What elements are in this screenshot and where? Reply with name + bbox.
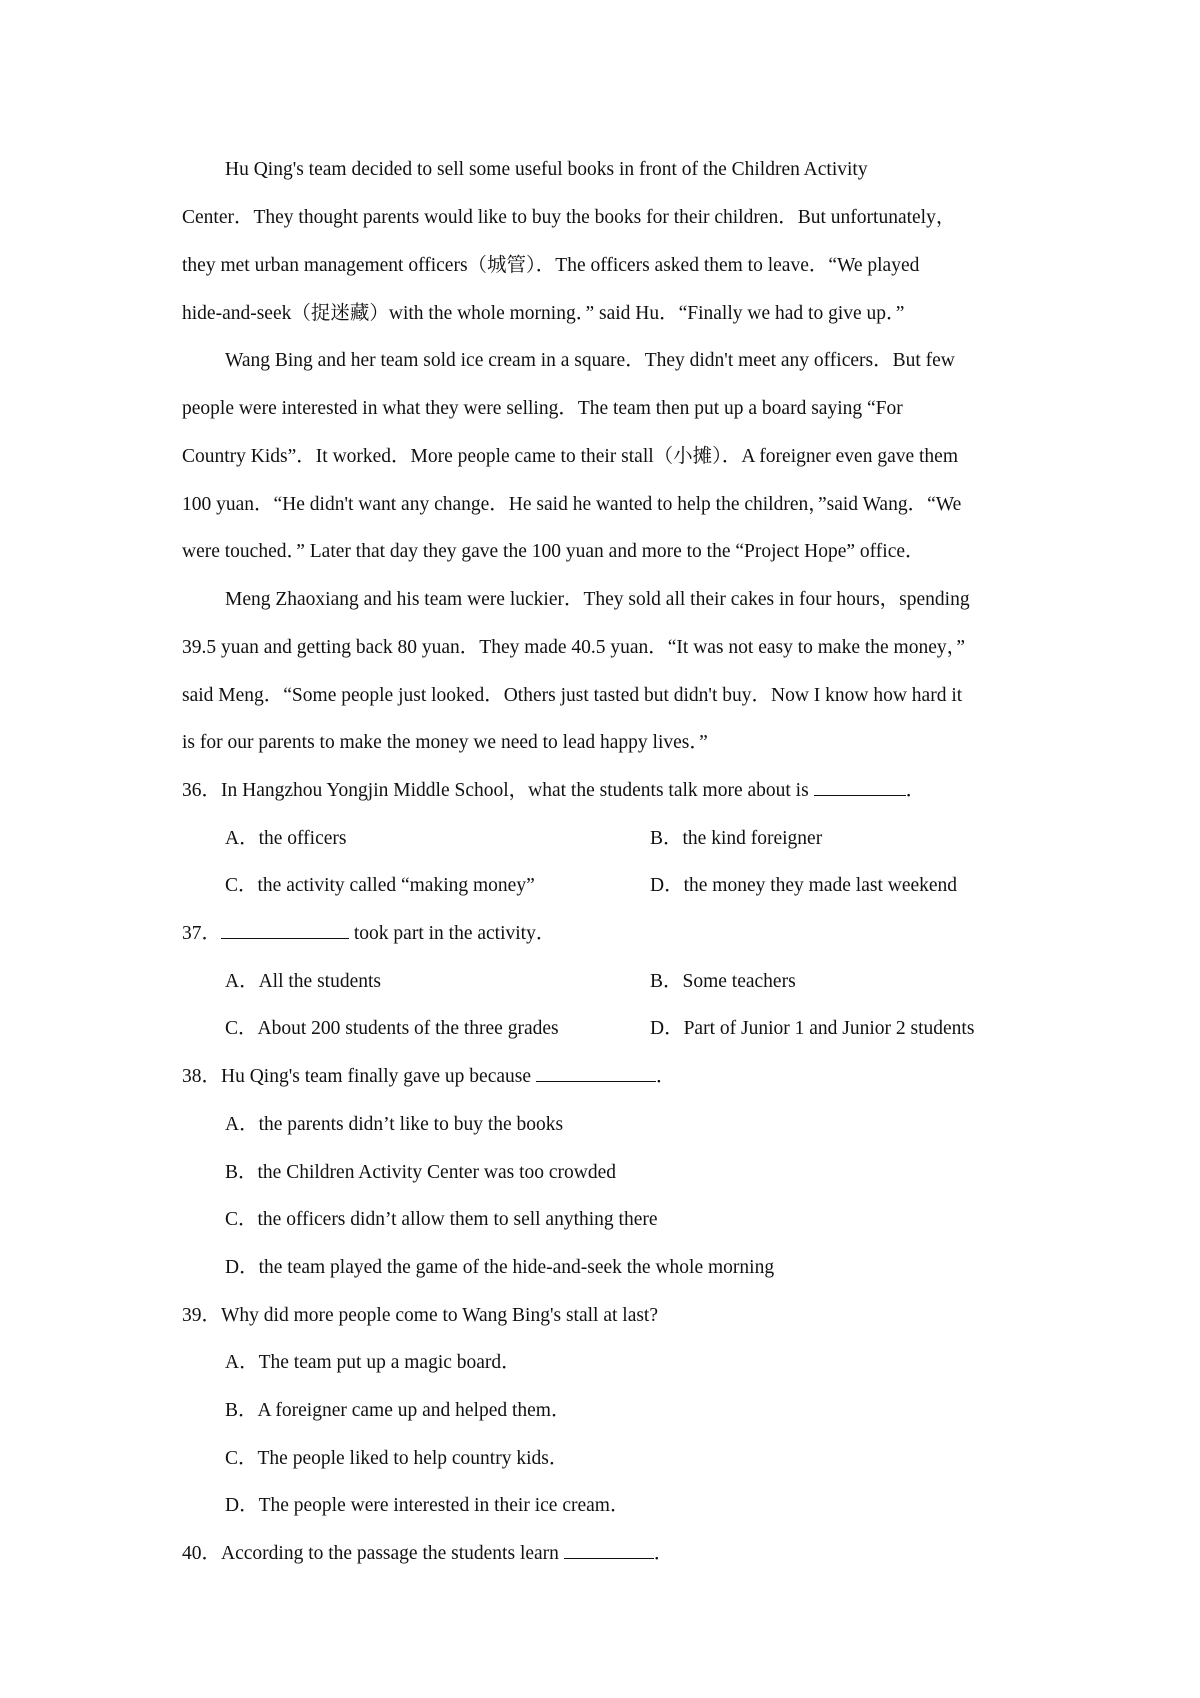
question-text: took part in the activity． [353,923,556,944]
question-number: 37． [182,923,222,944]
question-number: 38． [182,1066,222,1087]
question-39-option-c: C．The people liked to help country kids． [225,1448,569,1469]
question-37-stem [182,910,555,957]
question-39-stem [182,1292,658,1339]
passage-p2-line-1: Wang Bing and her team sold ice cream in a square．They didn't meet any officers．But few [225,350,955,371]
question-36-stem [182,767,925,814]
question-36-option-d: D．the money they made last weekend [650,875,958,896]
question-37-option-b: B．Some teachers [650,971,796,992]
question-36-option-c: C．the activity called “making money” [225,875,535,896]
answer-blank [814,779,906,796]
question-end: ． [905,780,926,801]
question-text: Hu Qing's team finally gave up because [221,1066,532,1087]
question-38-stem [182,1053,675,1100]
passage-p3-line-3: said Meng．“Some people just looked．Others just tasted but didn't buy．Now I know how hard it [182,685,963,706]
question-38-option-a: A．the parents didn’t like to buy the books [225,1114,564,1135]
question-text: According to the passage the students learn [221,1543,559,1564]
passage-p1-line-2: Center．They thought parents would like to buy the books for their children．But unfortunately， [182,207,956,228]
passage-p1-line-3: they met urban management officers（城管）．The officers asked them to leave．“We played [182,255,920,276]
question-number: 36． [182,780,222,801]
question-end: ． [655,1066,676,1087]
passage-p1-line-1: Hu Qing's team decided to sell some useful books in front of the Children Activity [225,159,868,180]
question-38-option-d: D．the team played the game of the hide-and-seek the whole morning [225,1257,775,1278]
question-36-option-b: B．the kind foreigner [650,828,823,849]
passage-p2-line-3: Country Kids”．It worked．More people came to their stall（小摊）．A foreigner even gave them [182,446,959,467]
question-39-option-d: D．The people were interested in their ice cream． [225,1495,630,1516]
question-end: ． [653,1543,674,1564]
passage-p2-line-2: people were interested in what they were selling．The team then put up a board saying “For [182,398,903,419]
passage-p3-line-2: 39.5 yuan and getting back 80 yuan．They made 40.5 yuan．“It was not easy to make the money，” [182,637,966,658]
answer-blank [564,1542,654,1559]
question-text: Why did more people come to Wang Bing's stall at last? [221,1305,659,1326]
answer-blank [221,922,349,939]
question-39-option-b: B．A foreigner came up and helped them． [225,1400,571,1421]
answer-blank [536,1065,656,1082]
passage-p3-line-1: Meng Zhaoxiang and his team were luckier．They sold all their cakes in four hours，spending [225,589,970,610]
question-37-option-d: D．Part of Junior 1 and Junior 2 students [650,1018,975,1039]
passage-p3-line-4: is for our parents to make the money we need to lead happy lives．” [182,732,708,753]
question-number: 40． [182,1543,222,1564]
question-number: 39． [182,1305,222,1326]
question-36-option-a: A．the officers [225,828,347,849]
question-37-option-a: A．All the students [225,971,381,992]
passage-p2-line-5: were touched．” Later that day they gave the 100 yuan and more to the “Project Hope” office． [182,541,925,562]
passage-p1-line-4: hide-and-seek（捉迷藏）with the whole morning．” said Hu．“Finally we had to give up．” [182,303,905,324]
passage-p2-line-4: 100 yuan．“He didn't want any change．He said he wanted to help the children，”said Wang．“We [182,494,962,515]
question-40-stem [182,1530,673,1577]
question-39-option-a: A．The team put up a magic board． [225,1352,521,1373]
question-37-option-c: C．About 200 students of the three grades [225,1018,559,1039]
question-text: In Hangzhou Yongjin Middle School，what the students talk more about is [221,780,809,801]
question-38-option-c: C．the officers didn’t allow them to sell anything there [225,1209,658,1230]
question-38-option-b: B．the Children Activity Center was too crowded [225,1162,617,1183]
